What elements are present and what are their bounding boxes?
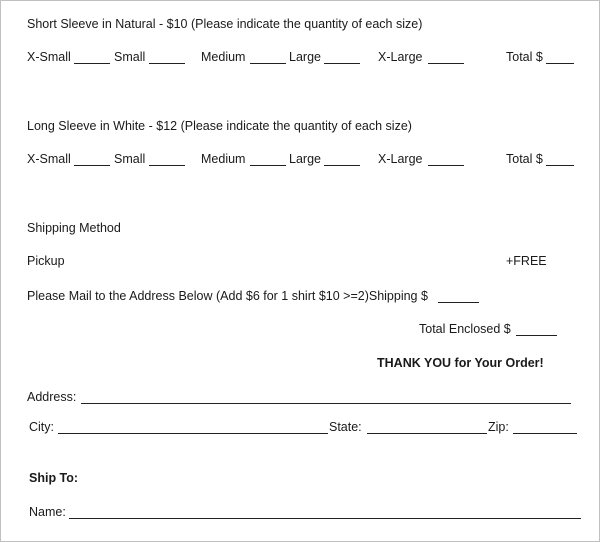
- size-label: Small: [114, 50, 146, 64]
- city-field[interactable]: [58, 433, 328, 434]
- thank-you-message: THANK YOU for Your Order!: [377, 356, 544, 370]
- address-field[interactable]: [81, 403, 571, 404]
- qty-small-field[interactable]: [149, 63, 185, 64]
- total-label: Total $: [506, 152, 543, 166]
- qty-xlarge-field[interactable]: [428, 63, 464, 64]
- name-label: Name:: [29, 505, 66, 519]
- qty-xsmall-field[interactable]: [74, 165, 110, 166]
- qty-medium-field[interactable]: [250, 165, 286, 166]
- size-label: Medium: [201, 152, 246, 166]
- total-label: Total $: [506, 50, 543, 64]
- qty-xsmall-field[interactable]: [74, 63, 110, 64]
- total-enclosed-label: Total Enclosed $: [419, 322, 511, 336]
- shipping-amount-field[interactable]: [438, 302, 479, 303]
- qty-large-field[interactable]: [324, 63, 360, 64]
- size-label: Medium: [201, 50, 246, 64]
- pickup-label: Pickup: [27, 254, 65, 268]
- address-label: Address:: [27, 390, 77, 404]
- pickup-price: +FREE: [506, 254, 547, 268]
- state-label: State:: [329, 420, 362, 434]
- size-label: X-Large: [378, 152, 423, 166]
- size-label: X-Large: [378, 50, 423, 64]
- ship-to-heading: Ship To:: [29, 471, 79, 485]
- size-label: Large: [289, 152, 321, 166]
- zip-label: Zip:: [488, 420, 509, 434]
- mail-shipping-label: Please Mail to the Address Below (Add $6 for 1 shirt $10 >=2)Shipping $: [27, 289, 428, 303]
- name-field[interactable]: [69, 518, 581, 519]
- short-sleeve-total-field[interactable]: [546, 63, 574, 64]
- short-sleeve-title: Short Sleeve in Natural - $10 (Please indicate the quantity of each size): [27, 17, 423, 31]
- city-label: City:: [29, 420, 54, 434]
- total-enclosed-field[interactable]: [516, 335, 557, 336]
- qty-small-field[interactable]: [149, 165, 185, 166]
- long-sleeve-total-field[interactable]: [546, 165, 574, 166]
- zip-field[interactable]: [513, 433, 577, 434]
- long-sleeve-title: Long Sleeve in White - $12 (Please indicate the quantity of each size): [27, 119, 412, 133]
- size-label: Large: [289, 50, 321, 64]
- state-field[interactable]: [367, 433, 487, 434]
- size-label: X-Small: [27, 152, 71, 166]
- qty-large-field[interactable]: [324, 165, 360, 166]
- size-label: X-Small: [27, 50, 71, 64]
- shipping-method-heading: Shipping Method: [27, 221, 121, 235]
- size-label: Small: [114, 152, 146, 166]
- qty-medium-field[interactable]: [250, 63, 286, 64]
- qty-xlarge-field[interactable]: [428, 165, 464, 166]
